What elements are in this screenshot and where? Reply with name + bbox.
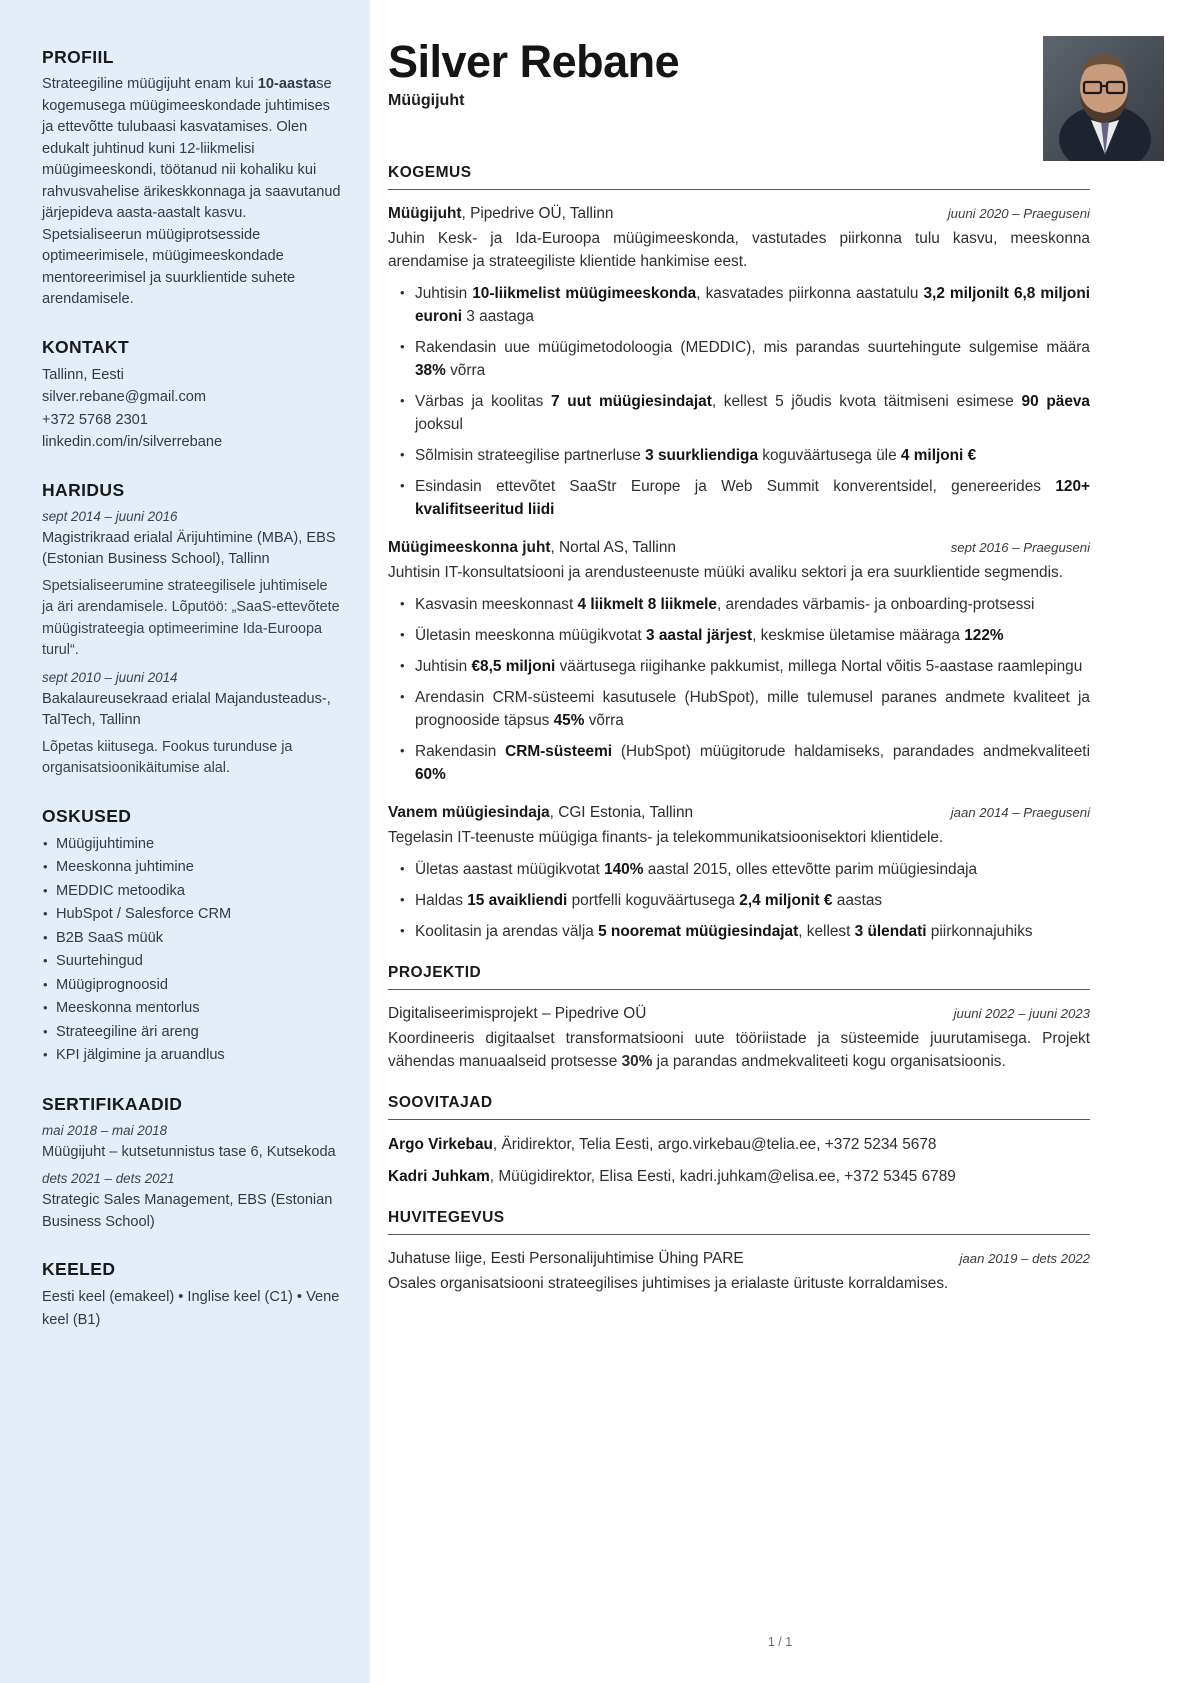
entry-description: Tegelasin IT-teenuste müügiga finants- ja telekommunikatsioonisektori klientidele. xyxy=(388,829,944,846)
education-date: sept 2010 – juuni 2014 xyxy=(42,669,178,685)
list-item: • MEDDIC metoodika xyxy=(42,880,342,904)
list-item: • Strateegiline äri areng xyxy=(42,1021,342,1045)
list-item: • HubSpot / Salesforce CRM xyxy=(42,903,342,927)
list-item: • Sõlmisin strateegilise partnerluse 3 suurkliendiga koguväärtusega üle 4 miljoni € xyxy=(388,444,1090,467)
entry-description: Juhin Kesk- ja Ida-Euroopa müügimeeskonda, vastutades piirkonna tulu kasvu, meeskonna arendamise ja strateegiliste klientide hankimise eest. xyxy=(388,230,1090,270)
certificate-title: Müügijuht – kutsetunnistus tase 6, Kutsekoda xyxy=(42,1143,336,1160)
profile-heading: PROFIIL xyxy=(42,47,114,67)
project-entry xyxy=(388,1003,1090,1073)
list-item: • Juhtisin 10-liikmelist müügimeeskonda, kasvatades piirkonna aastatulu 3,2 miljonilt 6,8 miljoni euroni 3 aastaga xyxy=(388,282,1090,328)
list-item: • Müügijuhtimine xyxy=(42,833,342,857)
entry-date: jaan 2014 – Praeguseni xyxy=(950,805,1090,820)
education-heading: HARIDUS xyxy=(42,479,125,500)
entry-description: Juhtisin IT-konsultatsiooni ja arendusteenuste müüki avaliku sektori ja era suurklientide segmendis. xyxy=(388,564,1063,581)
entry-company: , Nortal AS, Tallinn xyxy=(550,539,676,556)
entry-role: Vanem müügiesindaja xyxy=(388,804,550,821)
divider xyxy=(388,189,1090,190)
contact-location: Tallinn, Eesti xyxy=(42,366,124,383)
entry-header xyxy=(388,537,1090,559)
entry-role: Müügijuht xyxy=(388,205,462,222)
hobbies-section xyxy=(388,1209,1090,1295)
project-description: Koordineeris digitaalset transformatsiooni uute tööriistade ja süsteemide juurutamisega. Projekt vähendas manuaalseid protsesse 30% ja parandas andmekvaliteeti kogu organisatsioonis. xyxy=(388,1030,1090,1070)
list-item: • Meeskonna juhtimine xyxy=(42,856,342,880)
contact-phone[interactable]: +372 5768 2301 xyxy=(42,411,148,428)
reference-item xyxy=(388,1165,1090,1188)
list-item: • Ületas aastast müügikvotat 140% aastal 2015, olles ettevõtte parim müügiesindaja xyxy=(388,858,1090,881)
list-item: • Suurtehingud xyxy=(42,950,342,974)
project-title: Digitaliseerimisprojekt – Pipedrive OÜ xyxy=(388,1005,647,1022)
languages-heading: KEELED xyxy=(42,1259,116,1279)
contact-heading: KONTAKT xyxy=(42,336,130,357)
education-title: Bakalaureusekraad erialal Majandusteadus-, TalTech, Tallinn xyxy=(42,690,331,728)
projects-section xyxy=(388,964,1090,1073)
entry-bullets xyxy=(388,593,1090,786)
list-item: • KPI jälgimine ja aruandlus xyxy=(42,1044,342,1068)
experience-entry xyxy=(388,537,1090,786)
education-date: sept 2014 – juuni 2016 xyxy=(42,508,178,524)
contact-email[interactable]: silver.rebane@gmail.com xyxy=(42,389,207,405)
list-item: • Koolitasin ja arendas välja 5 nooremat müügiesindajat, kellest 3 ülendati piirkonnajuhiks xyxy=(388,920,1090,943)
entry-header xyxy=(388,1248,1090,1270)
skills-section xyxy=(42,806,342,1068)
education-item xyxy=(42,668,342,780)
page-footer: 1 / 1 xyxy=(767,1635,793,1649)
languages-text: Eesti keel (emakeel) • Inglise keel (C1) • Vene keel (B1) xyxy=(42,1289,340,1328)
list-item: • Ületasin meeskonna müügikvotat 3 aastal järjest, keskmise ületamise määraga 122% xyxy=(388,624,1090,647)
hobby-title: Juhatuse liige, Eesti Personalijuhtimise Ühing PARE xyxy=(388,1250,744,1267)
job-title: Müügijuht xyxy=(388,92,465,109)
divider xyxy=(388,1234,1090,1235)
entry-role: Müügimeeskonna juht xyxy=(388,539,551,556)
list-item: • Arendasin CRM-süsteemi kasutusele (HubSpot), mille tulemusel paranes andmete kvaliteet ja prognooside täpsus 45% võrra xyxy=(388,686,1090,732)
entry-company: , CGI Estonia, Tallinn xyxy=(549,804,694,821)
reference-name: Argo Virkebau xyxy=(388,1136,493,1153)
certificate-title: Strategic Sales Management, EBS (Estonian Business School) xyxy=(42,1192,333,1230)
header-block xyxy=(388,36,1090,110)
sidebar xyxy=(0,0,370,1683)
list-item: • Meeskonna mentorlus xyxy=(42,997,342,1021)
profile-text-a: Strateegiline müügijuht enam kui xyxy=(42,76,258,92)
divider xyxy=(388,989,1090,990)
avatar xyxy=(1043,36,1164,161)
reference-details: , Müügidirektor, Elisa Eesti, kadri.juhkam@elisa.ee, +372 5345 6789 xyxy=(489,1168,956,1185)
skills-heading: OSKUSED xyxy=(42,805,132,826)
skills-list xyxy=(42,833,342,1068)
hobbies-heading: HUVITEGEVUS xyxy=(388,1209,505,1226)
page-title: Silver Rebane xyxy=(388,36,680,87)
education-section xyxy=(42,480,342,780)
list-item: • Rakendasin uue müügimetodoloogia (MEDDIC), mis parandas suurtehingute sulgemise määra 38% võrra xyxy=(388,336,1090,382)
education-desc: Lõpetas kiitusega. Fookus turunduse ja organisatsioonikäitumise alal. xyxy=(42,738,293,776)
entry-date: sept 2016 – Praeguseni xyxy=(950,540,1090,555)
profile-text-b: se kogemusega müügimeeskondade juhtimises ja ettevõtte tulubaasi kasvatamises. Olen edukalt juhtinud kuni 12-liikmelisi müügimeeskondi, töötanud nii kohaliku kui rahvusvahelise ärikeskkonnaga ja saavutanud järjepideva aasta-aastalt kasvu. Spetsialiseerun müügiprotsesside optimeerimisele, müügimeeskondade mentoreerimisel ja suurklientide suhete arendamisele. xyxy=(42,76,341,307)
certificate-item xyxy=(42,1121,342,1164)
references-heading: SOOVITAJAD xyxy=(388,1094,493,1111)
profile-text xyxy=(42,74,342,311)
experience-entry xyxy=(388,802,1090,943)
experience-section xyxy=(388,164,1090,943)
entry-title xyxy=(388,802,693,824)
certificates-section xyxy=(42,1094,342,1234)
hobby-date: jaan 2019 – dets 2022 xyxy=(959,1251,1090,1266)
contact-section xyxy=(42,337,342,454)
projects-heading: PROJEKTID xyxy=(388,964,482,981)
contact-linkedin[interactable]: linkedin.com/in/silverrebane xyxy=(42,434,223,450)
entry-bullets xyxy=(388,282,1090,521)
education-title: Magistrikraad erialal Ärijuhtimine (MBA), EBS (Estonian Business School), Tallinn xyxy=(42,529,336,567)
list-item: • B2B SaaS müük xyxy=(42,927,342,951)
entry-bullets xyxy=(388,858,1090,943)
experience-entry xyxy=(388,203,1090,521)
main-content xyxy=(370,0,1190,1316)
portrait-photo-icon xyxy=(1043,36,1164,161)
list-item: • Müügiprognoosid xyxy=(42,974,342,998)
reference-name: Kadri Juhkam xyxy=(388,1168,490,1185)
reference-details: , Äridirektor, Telia Eesti, argo.virkebau@telia.ee, +372 5234 5678 xyxy=(492,1136,937,1153)
entry-company: , Pipedrive OÜ, Tallinn xyxy=(461,205,614,222)
list-item: • Haldas 15 avaikliendi portfelli koguväärtusega 2,4 miljonit € aastas xyxy=(388,889,1090,912)
entry-date: juuni 2020 – Praeguseni xyxy=(947,206,1090,221)
reference-item xyxy=(388,1133,1090,1156)
references-section xyxy=(388,1094,1090,1188)
certificates-heading: SERTIFIKAADID xyxy=(42,1093,183,1114)
profile-section xyxy=(42,47,342,311)
certificate-date: mai 2018 – mai 2018 xyxy=(42,1122,168,1138)
certificate-date: dets 2021 – dets 2021 xyxy=(42,1171,175,1186)
list-item: • Värbas ja koolitas 7 uut müügiesindajat, kellest 5 jõudis kvota täitmiseni esimese 90 päeva jooksul xyxy=(388,390,1090,436)
entry-title xyxy=(388,537,676,559)
hobby-entry xyxy=(388,1248,1090,1295)
certificate-item xyxy=(42,1169,342,1233)
education-item xyxy=(42,507,342,662)
languages-section xyxy=(42,1259,342,1331)
profile-text-bold: 10-aasta xyxy=(257,76,317,92)
entry-header xyxy=(388,1003,1090,1025)
entry-title xyxy=(388,203,614,225)
divider xyxy=(388,1119,1090,1120)
list-item: • Rakendasin CRM-süsteemi (HubSpot) müügitorude haldamiseks, parandades andmekvaliteeti 60% xyxy=(388,740,1090,786)
list-item: • Kasvasin meeskonnast 4 liikmelt 8 liikmele, arendades värbamis- ja onboarding-protsessi xyxy=(388,593,1090,616)
entry-header xyxy=(388,203,1090,225)
list-item: • Esindasin ettevõtet SaaStr Europe ja Web Summit konverentsidel, genereerides 120+ kvalifitseeritud liidi xyxy=(388,475,1090,521)
entry-header xyxy=(388,802,1090,824)
experience-heading: KOGEMUS xyxy=(388,164,472,181)
list-item: • Juhtisin €8,5 miljoni väärtusega riigihanke pakkumist, millega Nortal võitis 5-aastase raamlepingu xyxy=(388,655,1090,678)
education-desc: Spetsialiseerumine strateegilisele juhtimisele ja äri arendamisele. Lõputöö: „SaaS-ettevõtete müügistrateegia optimeerimine Ida-Euroopa turul“. xyxy=(42,577,340,658)
project-date: juuni 2022 – juuni 2023 xyxy=(953,1006,1090,1021)
hobby-description: Osales organisatsiooni strateegilises juhtimises ja erialaste ürituste korraldamises. xyxy=(388,1275,949,1292)
